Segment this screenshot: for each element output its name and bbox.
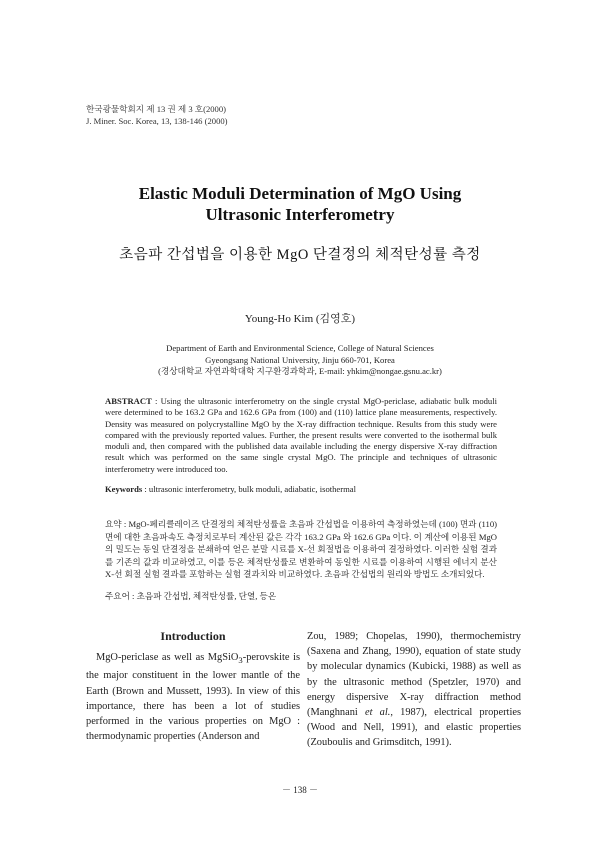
korean-keywords-label: 주요어 (105, 591, 130, 601)
affiliation-department: Department of Earth and Environmental Science, College of Natural Sciences (166, 343, 434, 353)
korean-abstract-text: : MgO-페리클레이즈 단결정의 체적탄성률을 초음파 간섭법을 이용하여 측정하였는데 (100) 면과 (110)면에 대한 초음파속도 측정치로부터 계산된 값은 각각 163.2 GPa 와 162.6 GPa 이다. 이 계산에 이용된 MgO의 밀도는 동일 단결정을 분쇄하여 얻은 분말 시료를 X-선 회절법을 이용하여 결정하였다. 이러한 실험 결과를 기존의 값과 비교하였고, 이를 등온 체적탄성률로 변환하여 동일한 시료를 이용하여 시행된 에너지 분산 X-선 회절 실험 결과를 포함하는 실험 결과치와 비교하였다. 초음파 간섭법의 원리와 방법도 소개되었다. (105, 519, 497, 579)
intro-paragraph-left (86, 650, 300, 744)
abstract-label: ABSTRACT (105, 396, 152, 406)
intro-paragraph-right (307, 629, 521, 751)
body-column-right (307, 629, 521, 751)
keywords (105, 484, 497, 494)
journal-citation-english: J. Miner. Soc. Korea, 13, 138-146 (2000) (86, 115, 228, 126)
korean-keywords-text: : 초음파 간섭법, 체적탄성률, 단열, 등온 (129, 591, 277, 601)
paper-title-line-1: Elastic Moduli Determination of MgO Using (138, 184, 462, 203)
author: Young-Ho Kim (김영호) (244, 313, 356, 325)
journal-citation (86, 104, 228, 127)
intro-subscript: 3 (238, 655, 243, 666)
paper-title (0, 183, 600, 225)
affiliation (0, 343, 600, 378)
intro-text-part: Zou, 1989; Chopelas, 1990), thermochemistry (Saxena and Zhang, 1990), equation of state study by molecular dynamics (Kubicki, 1988) as well as by the ultrasonic method (Spetzler, 1970) and energy dispersive X-ray diffraction method (Manghnani (307, 631, 521, 719)
korean-title: 초음파 간섭법을 이용한 MgO 단결정의 체적탄성률 측정 (119, 247, 481, 263)
paper-title-line-2: Ultrasonic Interferometry (205, 205, 395, 224)
abstract-text: : Using the ultrasonic interferometry on the single crystal MgO-periclase, adiabatic bulk moduli were determined to be 163.2 GPa and 162.6 GPa from (100) and (110) lattice plane measurements, respectively. Density was measured on polycrystalline MgO by the X-ray diffraction technique. Results from this study were compared with the previously reported values. Further, the present results were converted to the isothermal bulk moduli and, then compared with the published data available including the energy dispersive X-ray diffraction result which was performed on the same single crystal MgO. The principle and techniques of ultrasonic interferometry were introduced too. (105, 396, 497, 474)
korean-abstract (105, 518, 497, 581)
affiliation-korean-email: (경상대학교 자연과학대학 지구환경과학과, E-mail: yhkim@nongae.gsnu.ac.kr) (158, 366, 442, 376)
korean-abstract-label: 요약 (105, 519, 122, 529)
intro-text-part: MgO-periclase as well as MgSiO (96, 652, 239, 664)
section-heading-introduction: Introduction (160, 629, 226, 643)
intro-text-part: , 1987), electrical properties (Wood and Nell, 1991), and elastic properties (Zouboulis and Grimsditch, 1991). (307, 707, 521, 749)
intro-text-part: -perovskite is the major constituent in the lower mantle of the Earth (Brown and Mussett, 1993). In view of this importance, there has been a lot of studies performed in the various properties on MgO : thermodynamic properties (Anderson and (86, 652, 300, 743)
intro-italic: et al. (364, 707, 391, 719)
body-column-left (86, 629, 300, 745)
keywords-label: Keywords (105, 484, 143, 494)
journal-citation-korean: 한국광물학회지 제 13 권 제 3 호(2000) (86, 104, 227, 114)
keywords-text: : ultrasonic interferometry, bulk moduli, adiabatic, isothermal (142, 484, 356, 494)
abstract (105, 396, 497, 475)
korean-keywords (105, 590, 497, 602)
page-number: － 138 － (281, 785, 318, 795)
affiliation-university: Gyeongsang National University, Jinju 660-701, Korea (205, 354, 395, 365)
